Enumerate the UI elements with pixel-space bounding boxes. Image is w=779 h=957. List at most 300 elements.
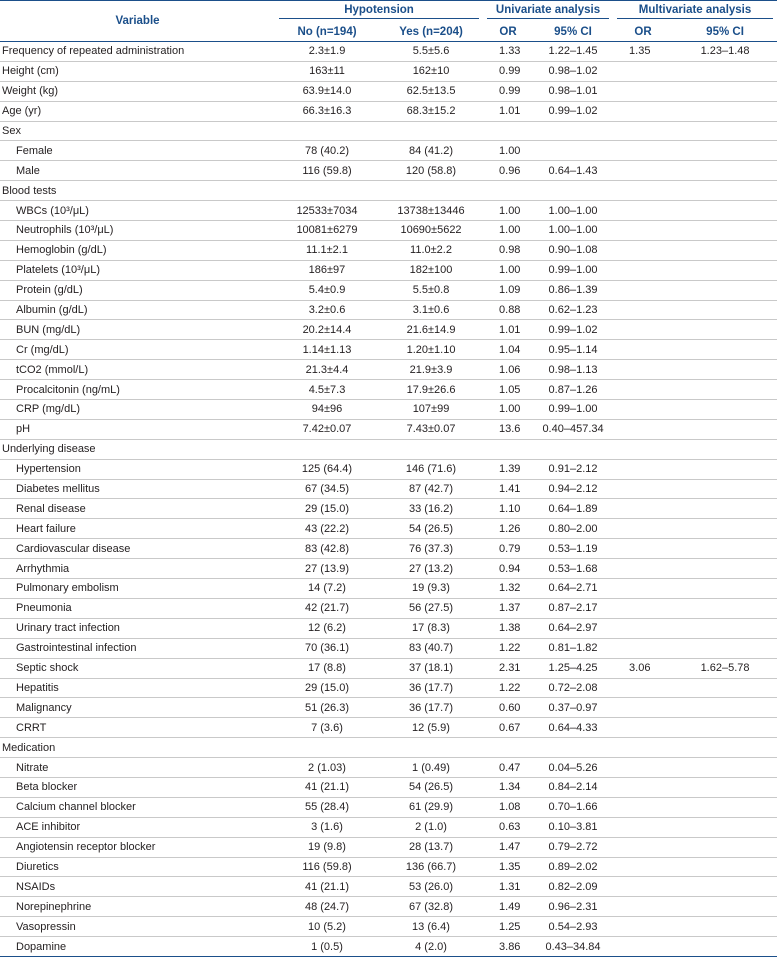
multivariate-ci <box>673 61 777 81</box>
table-row <box>0 897 777 917</box>
multivariate-ci <box>673 678 777 698</box>
multivariate-or <box>613 61 673 81</box>
table-row <box>0 758 777 778</box>
multivariate-or <box>613 539 673 559</box>
univariate-or: 1.05 <box>483 380 533 400</box>
multivariate-or <box>613 121 673 141</box>
univariate-ci: 0.81–1.82 <box>533 638 613 658</box>
table-row <box>0 579 777 599</box>
no-value: 67 (34.5) <box>275 479 379 499</box>
no-value: 11.1±2.1 <box>275 240 379 260</box>
multivariate-header: Multivariate analysis <box>613 1 777 23</box>
multivariate-or <box>613 240 673 260</box>
variable-label: Cardiovascular disease <box>0 539 275 559</box>
section-label: Blood tests <box>0 181 275 201</box>
multivariate-or <box>613 81 673 101</box>
univariate-ci: 0.96–2.31 <box>533 897 613 917</box>
multivariate-or <box>613 181 673 201</box>
univariate-ci: 0.43–34.84 <box>533 937 613 957</box>
table-row <box>0 718 777 738</box>
yes-value: 83 (40.7) <box>379 638 483 658</box>
no-value: 41 (21.1) <box>275 777 379 797</box>
univariate-or <box>483 439 533 459</box>
multivariate-or <box>613 439 673 459</box>
univariate-or: 1.47 <box>483 837 533 857</box>
multivariate-or <box>613 280 673 300</box>
variable-label: NSAIDs <box>0 877 275 897</box>
multivariate-or <box>613 221 673 241</box>
univariate-or: 1.35 <box>483 857 533 877</box>
yes-value: 4 (2.0) <box>379 937 483 957</box>
multivariate-ci <box>673 81 777 101</box>
table-row <box>0 240 777 260</box>
univariate-or: 1.34 <box>483 777 533 797</box>
variable-label: Septic shock <box>0 658 275 678</box>
no-value: 55 (28.4) <box>275 797 379 817</box>
no-value: 7 (3.6) <box>275 718 379 738</box>
no-value: 7.42±0.07 <box>275 419 379 439</box>
section-label: Sex <box>0 121 275 141</box>
multivariate-ci: 1.23–1.48 <box>673 42 777 62</box>
no-value: 12533±7034 <box>275 201 379 221</box>
multivariate-or <box>613 579 673 599</box>
univariate-or: 1.25 <box>483 917 533 937</box>
yes-value: 28 (13.7) <box>379 837 483 857</box>
yes-value: 13738±13446 <box>379 201 483 221</box>
table-row <box>0 479 777 499</box>
no-value: 3 (1.6) <box>275 817 379 837</box>
univariate-ci: 0.94–2.12 <box>533 479 613 499</box>
multivariate-or <box>613 618 673 638</box>
multivariate-or <box>613 698 673 718</box>
univariate-or <box>483 121 533 141</box>
multivariate-ci <box>673 479 777 499</box>
table-row <box>0 598 777 618</box>
univariate-ci: 0.10–3.81 <box>533 817 613 837</box>
no-value: 17 (8.8) <box>275 658 379 678</box>
table-row <box>0 340 777 360</box>
multivariate-or <box>613 360 673 380</box>
multivariate-ci <box>673 101 777 121</box>
section-label: Weight (kg) <box>0 81 275 101</box>
univariate-or: 1.26 <box>483 519 533 539</box>
multivariate-or <box>613 320 673 340</box>
univariate-or: 1.00 <box>483 201 533 221</box>
variable-label: BUN (mg/dL) <box>0 320 275 340</box>
multivariate-or <box>613 638 673 658</box>
univariate-ci: 0.87–1.26 <box>533 380 613 400</box>
variable-label: Hepatitis <box>0 678 275 698</box>
univariate-or: 1.01 <box>483 320 533 340</box>
yes-value <box>379 121 483 141</box>
no-value: 163±11 <box>275 61 379 81</box>
table-row <box>0 678 777 698</box>
no-value: 20.2±14.4 <box>275 320 379 340</box>
univariate-or: 1.49 <box>483 897 533 917</box>
yes-value: 1.20±1.10 <box>379 340 483 360</box>
no-value: 3.2±0.6 <box>275 300 379 320</box>
yes-value: 120 (58.8) <box>379 161 483 181</box>
yes-value: 62.5±13.5 <box>379 81 483 101</box>
multivariate-ci <box>673 519 777 539</box>
univariate-ci: 0.98–1.02 <box>533 61 613 81</box>
univariate-ci: 1.00–1.00 <box>533 201 613 221</box>
univariate-or: 0.63 <box>483 817 533 837</box>
multivariate-ci <box>673 300 777 320</box>
no-value: 42 (21.7) <box>275 598 379 618</box>
no-value: 83 (42.8) <box>275 539 379 559</box>
variable-label: Urinary tract infection <box>0 618 275 638</box>
univariate-or: 1.22 <box>483 638 533 658</box>
table-row <box>0 201 777 221</box>
yes-value: 146 (71.6) <box>379 459 483 479</box>
no-value: 116 (59.8) <box>275 161 379 181</box>
yes-value: 87 (42.7) <box>379 479 483 499</box>
yes-value: 61 (29.9) <box>379 797 483 817</box>
multivariate-ci <box>673 897 777 917</box>
multivariate-ci <box>673 240 777 260</box>
no-value: 4.5±7.3 <box>275 380 379 400</box>
univariate-ci: 0.40–457.34 <box>533 419 613 439</box>
univariate-or: 1.22 <box>483 678 533 698</box>
variable-label: Protein (g/dL) <box>0 280 275 300</box>
no-value: 5.4±0.9 <box>275 280 379 300</box>
multivariate-ci <box>673 777 777 797</box>
no-value: 10 (5.2) <box>275 917 379 937</box>
yes-value: 17 (8.3) <box>379 618 483 638</box>
univariate-ci: 0.37–0.97 <box>533 698 613 718</box>
variable-label: Albumin (g/dL) <box>0 300 275 320</box>
section-label: Medication <box>0 738 275 758</box>
univariate-ci-header: 95% CI <box>533 22 613 42</box>
table-row <box>0 280 777 300</box>
no-value: 51 (26.3) <box>275 698 379 718</box>
table-row <box>0 618 777 638</box>
no-value <box>275 181 379 201</box>
multivariate-or <box>613 817 673 837</box>
variable-label: Platelets (10³/μL) <box>0 260 275 280</box>
univariate-ci: 0.53–1.19 <box>533 539 613 559</box>
univariate-ci <box>533 439 613 459</box>
univariate-ci: 0.99–1.00 <box>533 400 613 420</box>
table-row <box>0 658 777 678</box>
no-value: 78 (40.2) <box>275 141 379 161</box>
variable-label: Beta blocker <box>0 777 275 797</box>
variable-label: Vasopressin <box>0 917 275 937</box>
univariate-or: 1.38 <box>483 618 533 638</box>
no-header: No (n=194) <box>275 22 379 42</box>
univariate-or-header: OR <box>483 22 533 42</box>
multivariate-or <box>613 897 673 917</box>
table-row <box>0 698 777 718</box>
univariate-or: 0.60 <box>483 698 533 718</box>
univariate-or <box>483 738 533 758</box>
table-row <box>0 42 777 62</box>
multivariate-or <box>613 857 673 877</box>
variable-label: Hypertension <box>0 459 275 479</box>
univariate-ci <box>533 121 613 141</box>
multivariate-ci <box>673 380 777 400</box>
table-row <box>0 221 777 241</box>
multivariate-or <box>613 201 673 221</box>
variable-label: pH <box>0 419 275 439</box>
no-value: 1.14±1.13 <box>275 340 379 360</box>
hypotension-header: Hypotension <box>275 1 483 23</box>
no-value: 70 (36.1) <box>275 638 379 658</box>
univariate-or: 1.10 <box>483 499 533 519</box>
multivariate-or: 3.06 <box>613 658 673 678</box>
univariate-or: 0.96 <box>483 161 533 181</box>
table-row <box>0 817 777 837</box>
table-row <box>0 360 777 380</box>
univariate-or: 1.00 <box>483 400 533 420</box>
multivariate-or <box>613 161 673 181</box>
multivariate-or: 1.35 <box>613 42 673 62</box>
univariate-ci: 0.72–2.08 <box>533 678 613 698</box>
univariate-or: 1.00 <box>483 221 533 241</box>
yes-value: 162±10 <box>379 61 483 81</box>
multivariate-or <box>613 797 673 817</box>
univariate-ci: 0.53–1.68 <box>533 559 613 579</box>
multivariate-or <box>613 598 673 618</box>
multivariate-or <box>613 937 673 957</box>
section-label: Age (yr) <box>0 101 275 121</box>
yes-value: 76 (37.3) <box>379 539 483 559</box>
multivariate-ci <box>673 400 777 420</box>
multivariate-ci <box>673 280 777 300</box>
yes-value <box>379 181 483 201</box>
univariate-ci: 0.99–1.00 <box>533 260 613 280</box>
multivariate-ci <box>673 698 777 718</box>
yes-value: 21.6±14.9 <box>379 320 483 340</box>
univariate-ci: 0.82–2.09 <box>533 877 613 897</box>
univariate-or: 3.86 <box>483 937 533 957</box>
univariate-ci: 0.98–1.13 <box>533 360 613 380</box>
yes-value: 21.9±3.9 <box>379 360 483 380</box>
variable-label: Arrhythmia <box>0 559 275 579</box>
table-row <box>0 519 777 539</box>
multivariate-ci <box>673 579 777 599</box>
univariate-ci: 1.22–1.45 <box>533 42 613 62</box>
variable-label: Hemoglobin (g/dL) <box>0 240 275 260</box>
section-label: Height (cm) <box>0 61 275 81</box>
table-row <box>0 559 777 579</box>
table-row <box>0 260 777 280</box>
univariate-ci: 0.87–2.17 <box>533 598 613 618</box>
multivariate-or <box>613 559 673 579</box>
yes-header: Yes (n=204) <box>379 22 483 42</box>
multivariate-ci-header: 95% CI <box>673 22 777 42</box>
univariate-ci: 0.04–5.26 <box>533 758 613 778</box>
no-value: 2 (1.03) <box>275 758 379 778</box>
yes-value: 2 (1.0) <box>379 817 483 837</box>
no-value: 43 (22.2) <box>275 519 379 539</box>
no-value: 29 (15.0) <box>275 678 379 698</box>
univariate-ci: 0.54–2.93 <box>533 917 613 937</box>
univariate-or: 1.09 <box>483 280 533 300</box>
multivariate-ci: 1.62–5.78 <box>673 658 777 678</box>
no-value: 41 (21.1) <box>275 877 379 897</box>
multivariate-or <box>613 300 673 320</box>
no-value: 21.3±4.4 <box>275 360 379 380</box>
variable-label: Neutrophils (10³/μL) <box>0 221 275 241</box>
multivariate-or <box>613 837 673 857</box>
variable-label: tCO2 (mmol/L) <box>0 360 275 380</box>
yes-value: 54 (26.5) <box>379 519 483 539</box>
univariate-or: 0.98 <box>483 240 533 260</box>
multivariate-ci <box>673 539 777 559</box>
univariate-or: 1.37 <box>483 598 533 618</box>
yes-value: 182±100 <box>379 260 483 280</box>
multivariate-ci <box>673 738 777 758</box>
variable-label: Gastrointestinal infection <box>0 638 275 658</box>
multivariate-ci <box>673 419 777 439</box>
no-value: 125 (64.4) <box>275 459 379 479</box>
table-row <box>0 300 777 320</box>
table-row <box>0 638 777 658</box>
multivariate-or <box>613 519 673 539</box>
multivariate-or <box>613 758 673 778</box>
multivariate-or <box>613 678 673 698</box>
no-value: 29 (15.0) <box>275 499 379 519</box>
multivariate-or <box>613 459 673 479</box>
yes-value: 17.9±26.6 <box>379 380 483 400</box>
univariate-ci <box>533 181 613 201</box>
yes-value: 54 (26.5) <box>379 777 483 797</box>
univariate-or: 0.67 <box>483 718 533 738</box>
multivariate-or <box>613 260 673 280</box>
table-row <box>0 320 777 340</box>
multivariate-ci <box>673 221 777 241</box>
univariate-ci: 0.99–1.02 <box>533 320 613 340</box>
multivariate-ci <box>673 937 777 957</box>
variable-label: ACE inhibitor <box>0 817 275 837</box>
no-value: 10081±6279 <box>275 221 379 241</box>
variable-label: Calcium channel blocker <box>0 797 275 817</box>
yes-value: 5.5±5.6 <box>379 42 483 62</box>
univariate-header: Univariate analysis <box>483 1 613 23</box>
yes-value: 68.3±15.2 <box>379 101 483 121</box>
variable-label: Heart failure <box>0 519 275 539</box>
multivariate-ci <box>673 837 777 857</box>
table-row <box>0 837 777 857</box>
multivariate-ci <box>673 439 777 459</box>
multivariate-ci <box>673 201 777 221</box>
univariate-or: 0.99 <box>483 81 533 101</box>
univariate-ci: 0.98–1.01 <box>533 81 613 101</box>
multivariate-ci <box>673 758 777 778</box>
variable-label: Malignancy <box>0 698 275 718</box>
variable-label: Pulmonary embolism <box>0 579 275 599</box>
table-row <box>0 380 777 400</box>
yes-value: 84 (41.2) <box>379 141 483 161</box>
no-value: 2.3±1.9 <box>275 42 379 62</box>
table-row <box>0 797 777 817</box>
multivariate-or <box>613 400 673 420</box>
univariate-or: 1.01 <box>483 101 533 121</box>
yes-value: 5.5±0.8 <box>379 280 483 300</box>
table-row <box>0 81 777 101</box>
yes-value: 11.0±2.2 <box>379 240 483 260</box>
no-value <box>275 738 379 758</box>
multivariate-ci <box>673 817 777 837</box>
univariate-or: 1.33 <box>483 42 533 62</box>
univariate-or: 0.79 <box>483 539 533 559</box>
univariate-or: 2.31 <box>483 658 533 678</box>
univariate-ci: 0.86–1.39 <box>533 280 613 300</box>
univariate-ci <box>533 141 613 161</box>
multivariate-ci <box>673 360 777 380</box>
table-body <box>0 42 777 957</box>
no-value: 48 (24.7) <box>275 897 379 917</box>
multivariate-or <box>613 479 673 499</box>
yes-value: 67 (32.8) <box>379 897 483 917</box>
table-row <box>0 937 777 957</box>
univariate-or: 1.08 <box>483 797 533 817</box>
univariate-ci: 1.25–4.25 <box>533 658 613 678</box>
univariate-ci: 0.64–1.43 <box>533 161 613 181</box>
univariate-ci: 0.80–2.00 <box>533 519 613 539</box>
univariate-or <box>483 181 533 201</box>
univariate-or: 0.99 <box>483 61 533 81</box>
multivariate-or <box>613 141 673 161</box>
multivariate-ci <box>673 618 777 638</box>
no-value: 1 (0.5) <box>275 937 379 957</box>
univariate-ci: 0.99–1.02 <box>533 101 613 121</box>
multivariate-ci <box>673 320 777 340</box>
multivariate-or <box>613 101 673 121</box>
multivariate-ci <box>673 857 777 877</box>
table-row <box>0 877 777 897</box>
no-value: 94±96 <box>275 400 379 420</box>
variable-header: Variable <box>0 1 275 42</box>
table-row <box>0 439 777 459</box>
table-row <box>0 777 777 797</box>
no-value: 116 (59.8) <box>275 857 379 877</box>
variable-label: Female <box>0 141 275 161</box>
no-value: 27 (13.9) <box>275 559 379 579</box>
variable-label: Diuretics <box>0 857 275 877</box>
no-value: 14 (7.2) <box>275 579 379 599</box>
univariate-ci: 0.95–1.14 <box>533 340 613 360</box>
variable-label: Norepinephrine <box>0 897 275 917</box>
table-row <box>0 141 777 161</box>
yes-value: 1 (0.49) <box>379 758 483 778</box>
multivariate-ci <box>673 638 777 658</box>
yes-value: 36 (17.7) <box>379 698 483 718</box>
univariate-ci: 0.84–2.14 <box>533 777 613 797</box>
section-label: Frequency of repeated administration <box>0 42 275 62</box>
no-value: 186±97 <box>275 260 379 280</box>
multivariate-ci <box>673 797 777 817</box>
multivariate-or <box>613 917 673 937</box>
univariate-ci: 0.91–2.12 <box>533 459 613 479</box>
table-row <box>0 459 777 479</box>
variable-label: Diabetes mellitus <box>0 479 275 499</box>
univariate-ci: 0.90–1.08 <box>533 240 613 260</box>
table-row <box>0 857 777 877</box>
univariate-ci: 0.70–1.66 <box>533 797 613 817</box>
yes-value: 136 (66.7) <box>379 857 483 877</box>
yes-value <box>379 439 483 459</box>
yes-value: 53 (26.0) <box>379 877 483 897</box>
univariate-ci <box>533 738 613 758</box>
yes-value: 36 (17.7) <box>379 678 483 698</box>
multivariate-or <box>613 777 673 797</box>
yes-value: 13 (6.4) <box>379 917 483 937</box>
univariate-or: 1.31 <box>483 877 533 897</box>
univariate-ci: 0.89–2.02 <box>533 857 613 877</box>
